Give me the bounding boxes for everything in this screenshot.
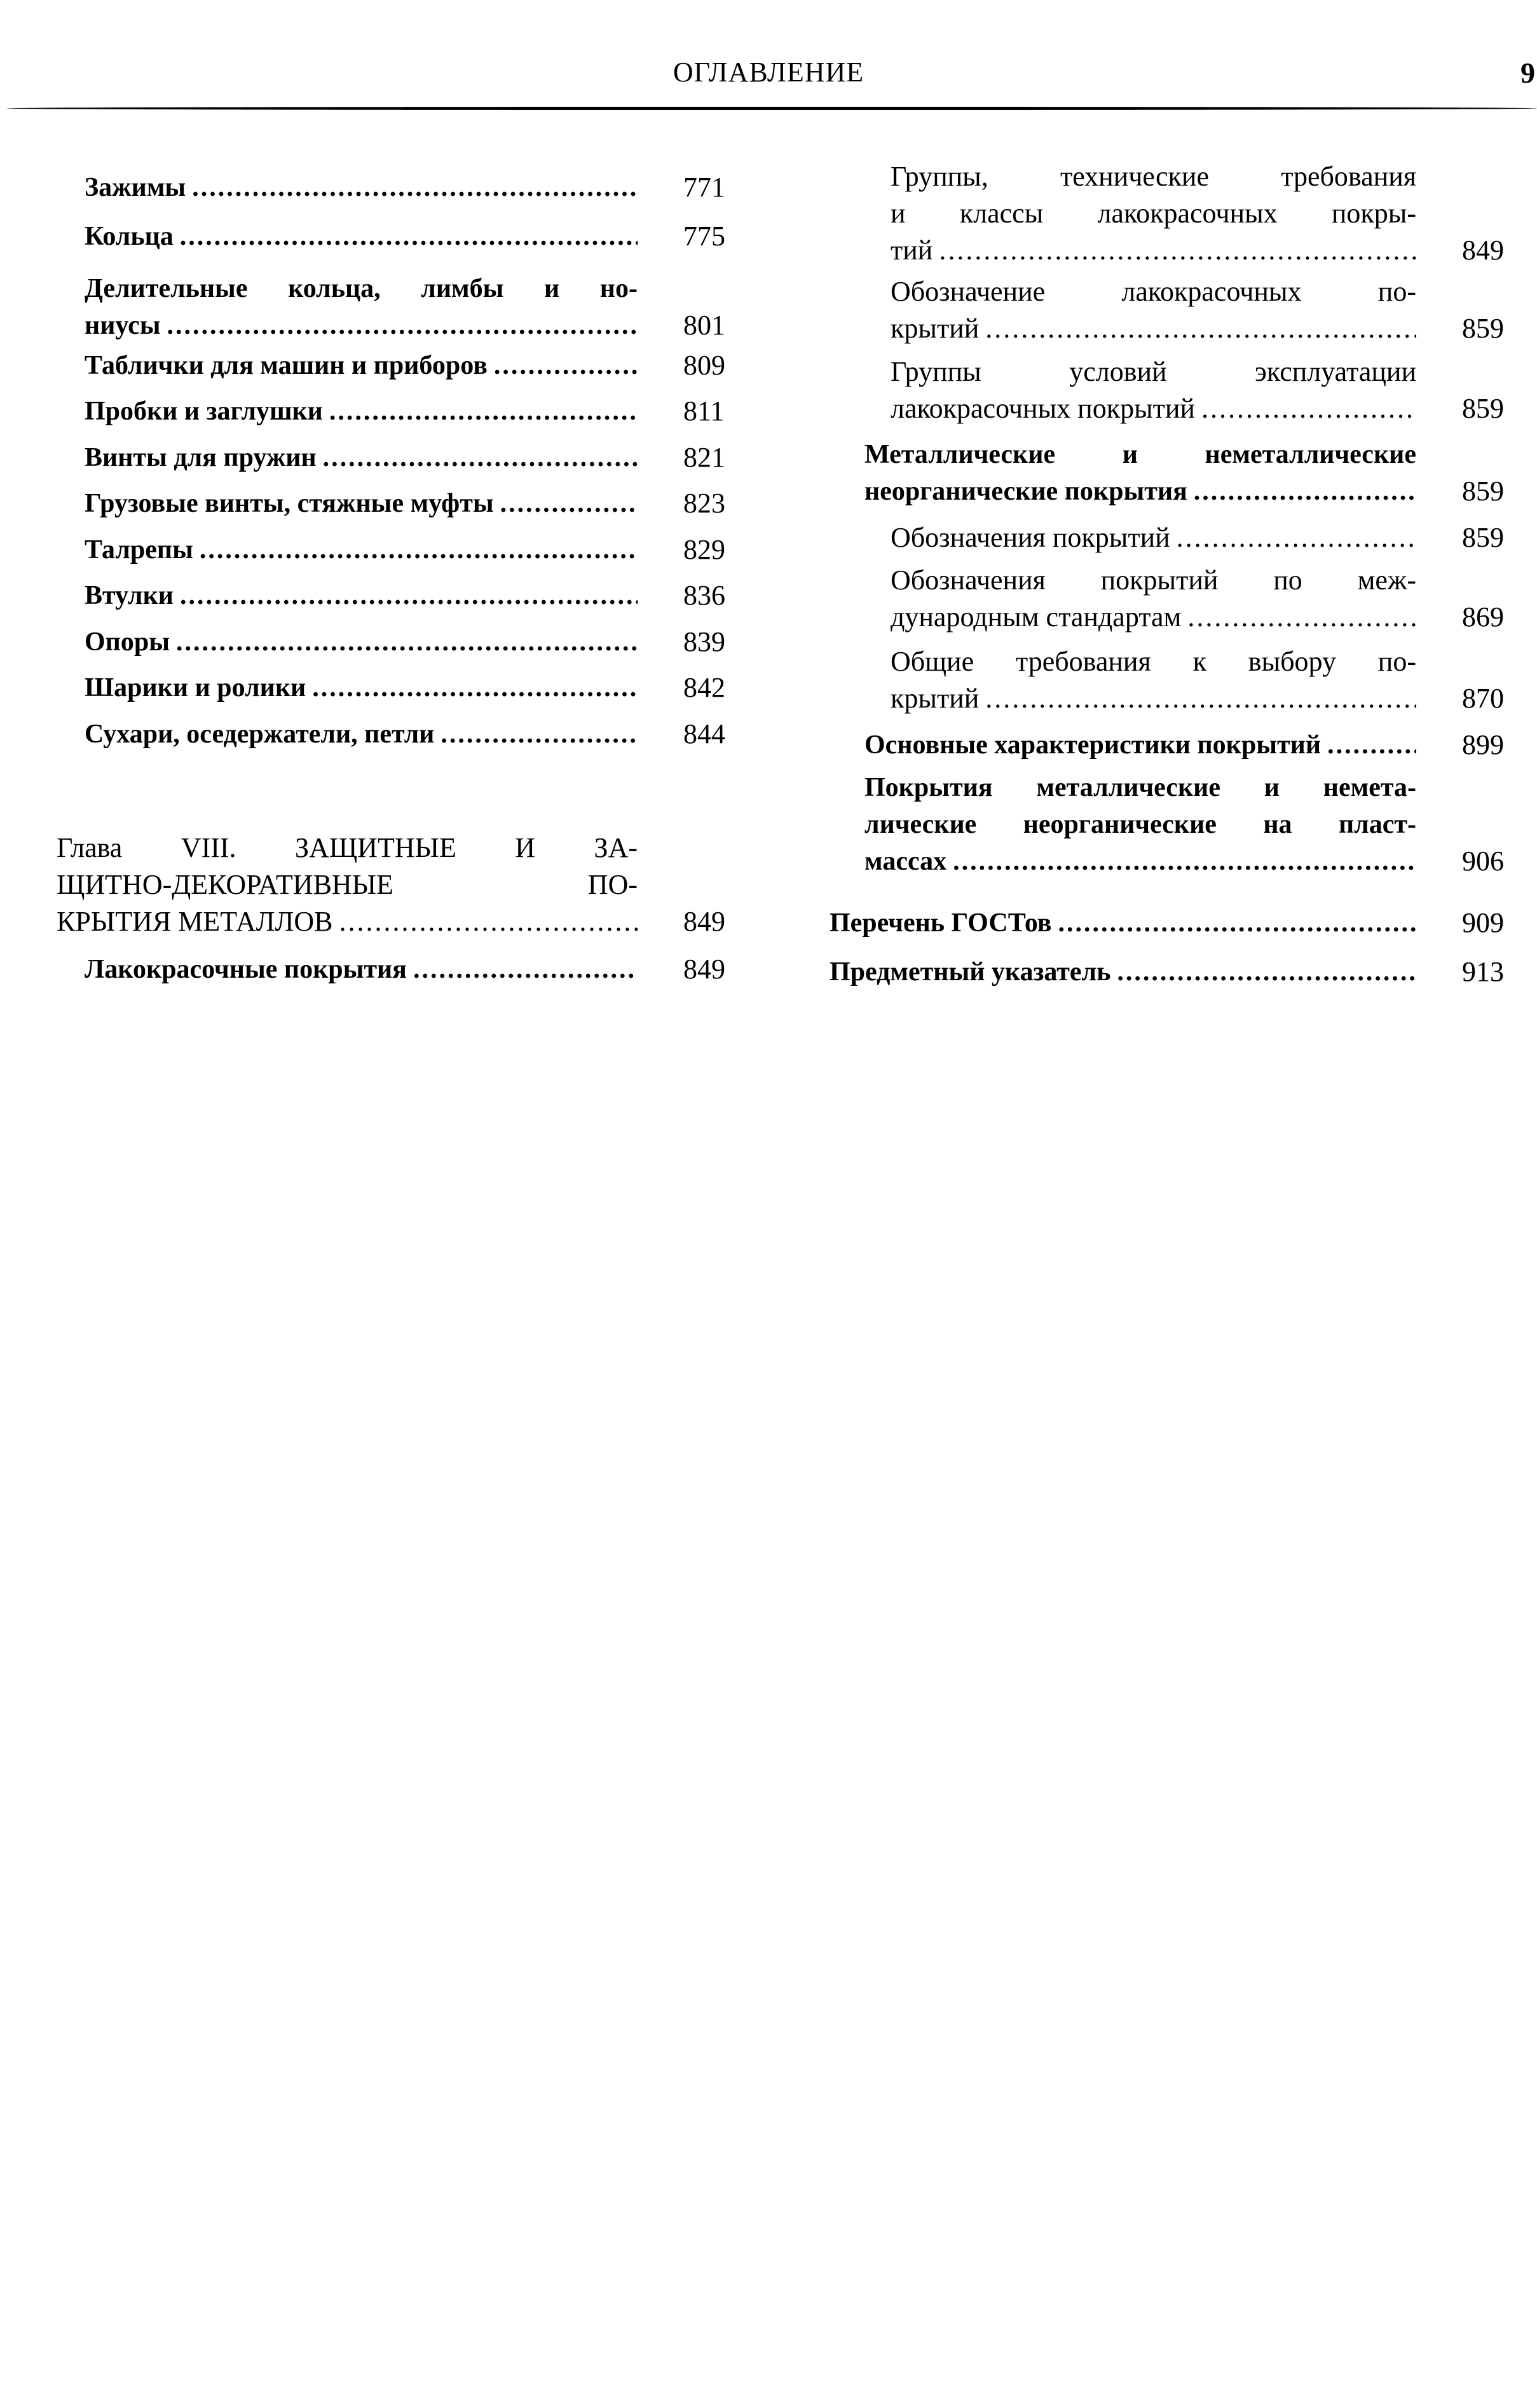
toc-entry-line <box>891 232 1416 269</box>
toc-entry-text: лические неорганические на пласт- <box>864 810 1416 839</box>
toc-page-number: 870 <box>1462 683 1504 714</box>
dot-leader <box>1194 473 1416 510</box>
toc-entry-line <box>57 830 638 866</box>
toc-entry-text: Шарики и ролики <box>85 673 306 702</box>
toc-entry <box>57 830 638 940</box>
dot-leader <box>1177 519 1416 556</box>
toc-entry <box>830 905 1416 941</box>
toc-entry-line <box>57 866 638 903</box>
toc-entry <box>85 439 638 476</box>
toc-page-number: 811 <box>683 395 725 427</box>
toc-entry-line <box>85 347 638 384</box>
toc-page-number: 849 <box>683 906 725 937</box>
toc-entry-line <box>891 643 1416 680</box>
toc-page-number: 859 <box>1462 475 1504 507</box>
toc-entry-text: дународным стандартам <box>891 601 1182 633</box>
toc-entry-line <box>864 727 1416 763</box>
toc-entry-text: Глава VIII. ЗАЩИТНЫЕ И ЗА- <box>57 832 638 863</box>
toc-entry-line <box>864 769 1416 806</box>
toc-entry-line <box>891 680 1416 717</box>
dot-leader <box>180 218 638 255</box>
header-rule <box>6 107 1537 110</box>
toc-entry-text: лакокрасочных покрытий <box>891 393 1195 424</box>
toc-entry-text: Опоры <box>85 627 170 657</box>
toc-entry <box>85 270 638 344</box>
toc-entry-line <box>85 439 638 476</box>
toc-entry-text: Обозначение лакокрасочных по- <box>891 276 1416 307</box>
toc-entry-text: Лакокрасочные покрытия <box>85 955 407 984</box>
toc-page-number: 829 <box>683 534 725 565</box>
toc-page-number: 869 <box>1462 601 1504 633</box>
dot-leader <box>985 310 1416 347</box>
dot-leader <box>200 531 638 568</box>
toc-entry-line <box>85 624 638 660</box>
toc-entry-text: Группы условий эксплуатации <box>891 356 1416 387</box>
dot-leader <box>500 485 638 522</box>
toc-entry-line <box>830 905 1416 941</box>
toc-entry-line <box>891 158 1416 195</box>
dot-leader <box>167 307 638 344</box>
running-header-title: ОГЛАВЛЕНИЕ <box>673 57 864 88</box>
toc-entry-line <box>891 562 1416 599</box>
toc-entry-line <box>891 353 1416 390</box>
toc-entry-text: тий <box>891 235 933 266</box>
toc-entry <box>864 727 1416 763</box>
toc-entry-line <box>85 307 638 344</box>
toc-entry <box>891 273 1416 347</box>
toc-entry-text: Общие требования к выбору по- <box>891 646 1416 677</box>
toc-entry <box>891 158 1416 269</box>
toc-page-number: 842 <box>683 672 725 703</box>
dot-leader <box>312 669 638 706</box>
toc-entry-text: массах <box>864 847 947 876</box>
toc-entry-line <box>864 806 1416 843</box>
dot-leader <box>1117 954 1416 990</box>
toc-entry-line <box>85 577 638 614</box>
toc-entry-text: Зажимы <box>85 173 186 202</box>
toc-entry-text: Пробки и заглушки <box>85 397 323 426</box>
toc-entry <box>891 643 1416 717</box>
toc-page-number: 801 <box>683 310 725 341</box>
toc-entry-text: ниусы <box>85 311 161 340</box>
toc-entry <box>85 577 638 614</box>
toc-entry-line <box>85 169 638 206</box>
toc-page-number: 775 <box>683 221 725 252</box>
toc-entry-text: Предметный указатель <box>830 957 1111 987</box>
toc-page-number: 844 <box>683 718 725 749</box>
toc-entry-text: Сухари, оседержатели, петли <box>85 720 435 749</box>
toc-entry <box>85 951 638 988</box>
toc-entry-line <box>85 218 638 255</box>
toc-entry-line <box>891 273 1416 310</box>
toc-entry-line <box>85 716 638 753</box>
toc-entry <box>864 769 1416 880</box>
toc-page-number: 821 <box>683 442 725 473</box>
toc-page-number: 859 <box>1462 313 1504 344</box>
dot-leader <box>323 439 638 476</box>
dot-leader <box>1201 390 1416 427</box>
toc-entry-line <box>85 270 638 307</box>
toc-entry-line <box>891 390 1416 427</box>
toc-entry-line <box>85 393 638 430</box>
page-number: 9 <box>1520 57 1535 89</box>
dot-leader <box>180 577 638 614</box>
toc-entry-text: Таблички для машин и приборов <box>85 351 488 380</box>
toc-entry <box>864 436 1416 510</box>
toc-entry <box>85 531 638 568</box>
toc-entry-line <box>85 485 638 522</box>
toc-page-number: 839 <box>683 626 725 657</box>
toc-entry-line <box>57 903 638 940</box>
toc-entry-text: Группы, технические требования <box>891 161 1416 192</box>
toc-entry-line <box>891 599 1416 636</box>
toc-page-number: 859 <box>1462 393 1504 424</box>
toc-entry <box>85 669 638 706</box>
toc-entry-line <box>864 843 1416 880</box>
toc-entry-text: крытий <box>891 683 980 714</box>
toc-entry <box>85 624 638 660</box>
toc-page-number: 859 <box>1462 522 1504 553</box>
toc-entry <box>891 519 1416 556</box>
toc-entry-text: Обозначения покрытий по меж- <box>891 564 1416 596</box>
toc-entry-line <box>891 195 1416 232</box>
toc-entry-text: Кольца <box>85 222 174 251</box>
toc-page-number: 836 <box>683 580 725 611</box>
toc-page-number: 909 <box>1462 907 1504 938</box>
toc-entry <box>85 485 638 522</box>
toc-entry <box>85 716 638 753</box>
dot-leader <box>192 169 638 206</box>
toc-entry-text: Металлические и неметаллические <box>864 440 1416 469</box>
toc-entry-line <box>830 954 1416 990</box>
toc-entry-line <box>891 310 1416 347</box>
toc-entry <box>85 218 638 255</box>
dot-leader <box>953 843 1416 880</box>
toc-page-number: 823 <box>683 488 725 519</box>
toc-page-number: 906 <box>1462 845 1504 877</box>
toc-page-number: 809 <box>683 350 725 381</box>
toc-entry-text: Делительные кольца, лимбы и но- <box>85 274 638 303</box>
toc-page-number: 849 <box>683 954 725 985</box>
dot-leader <box>329 393 638 430</box>
toc-entry-text: Перечень ГОСТов <box>830 908 1052 938</box>
toc-entry-line <box>891 519 1416 556</box>
toc-entry-text: КРЫТИЯ МЕТАЛЛОВ <box>57 906 333 937</box>
toc-entry <box>830 954 1416 990</box>
dot-leader <box>939 232 1416 269</box>
dot-leader <box>339 903 638 940</box>
toc-entry-text: неорганические покрытия <box>864 477 1187 506</box>
dot-leader <box>413 951 638 988</box>
toc-entry-line <box>864 473 1416 510</box>
dot-leader <box>1187 599 1416 636</box>
toc-entry-text: ЩИТНО-ДЕКОРАТИВНЫЕ ПО- <box>57 869 638 900</box>
toc-entry <box>891 353 1416 427</box>
toc-page-number: 771 <box>683 172 725 203</box>
dot-leader <box>985 680 1416 717</box>
dot-leader <box>1327 727 1416 763</box>
toc-entry <box>891 562 1416 636</box>
toc-entry-text: Грузовые винты, стяжные муфты <box>85 489 494 518</box>
toc-entry-text: и классы лакокрасочных покры- <box>891 198 1416 229</box>
toc-entry <box>85 347 638 384</box>
toc-entry-line <box>85 669 638 706</box>
dot-leader <box>494 347 638 384</box>
toc-entry-line <box>85 951 638 988</box>
dot-leader <box>441 716 638 753</box>
toc-entry <box>85 393 638 430</box>
toc-entry-text: Обозначения покрытий <box>891 522 1170 553</box>
toc-page-number: 899 <box>1462 729 1504 760</box>
toc-entry <box>85 169 638 206</box>
toc-page-number: 913 <box>1462 956 1504 987</box>
toc-page-number: 849 <box>1462 235 1504 266</box>
toc-entry-text: Покрытия металлические и немета- <box>864 773 1416 802</box>
toc-entry-text: Втулки <box>85 581 174 610</box>
dot-leader <box>176 624 638 660</box>
toc-entry-text: Основные характеристики покрытий <box>864 730 1322 760</box>
toc-entry-text: Талрепы <box>85 535 193 564</box>
toc-entry-text: Винты для пружин <box>85 443 317 472</box>
toc-entry-line <box>864 436 1416 473</box>
toc-entry-line <box>85 531 638 568</box>
toc-entry-text: крытий <box>891 313 980 344</box>
dot-leader <box>1058 905 1416 941</box>
